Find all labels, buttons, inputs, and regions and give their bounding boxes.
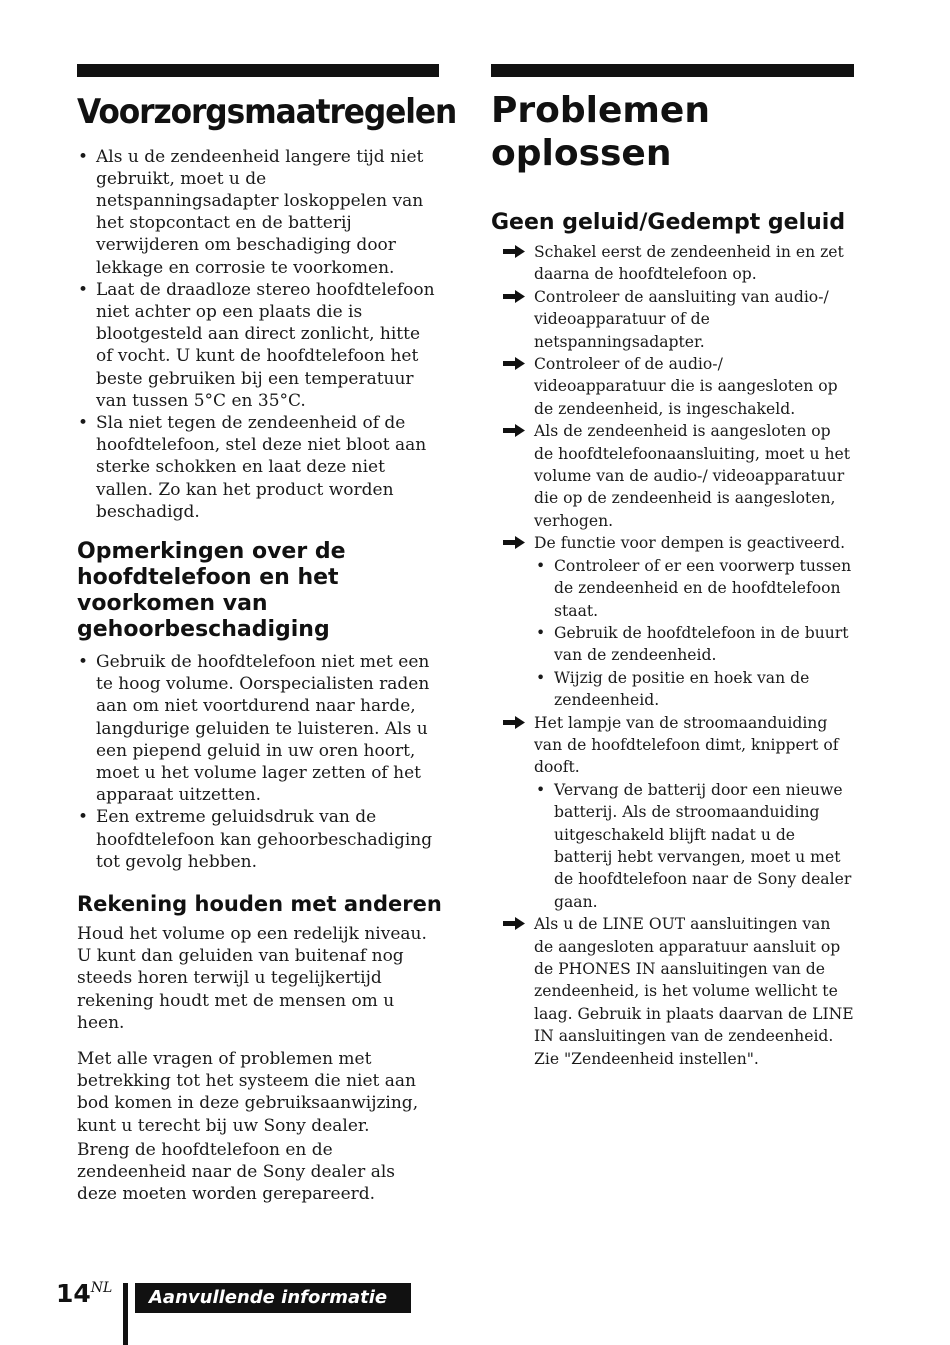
section-tab: Aanvullende informatie: [135, 1283, 411, 1313]
left-column: [77, 64, 457, 1205]
consideration-heading: Rekening houden met anderen: [77, 891, 442, 916]
troubleshooting-item: [491, 420, 854, 532]
troubleshooting-item: [491, 913, 854, 1070]
right-arrow-icon: [503, 536, 525, 549]
troubleshooting-item-text: Controleer of de audio-/ videoapparatuur die is aangesloten op de zendeenheid, is ingeschakeld.: [534, 355, 838, 418]
right-arrow-icon: [503, 716, 525, 729]
list-item: • Als u de zendeenheid langere tijd niet gebruikt, moet u de netspanningsadapter loskoppelen van het stopcontact en de batterij verwijderen om beschadiging door lekkage en corrosie te voorkomen.: [77, 146, 439, 279]
precautions-list: [77, 146, 439, 523]
troubleshooting-item: [491, 532, 854, 711]
list-item: • Wijzig de positie en hoek van de zendeenheid.: [534, 667, 854, 712]
right-arrow-icon: [503, 424, 525, 437]
troubleshooting-item-text: Controleer de aansluiting van audio-/ videoapparatuur of de netspanningsadapter.: [534, 287, 829, 351]
troubleshooting-item: [491, 241, 854, 286]
troubleshooting-item-text: Het lampje van de stroomaanduiding van de hoofdtelefoon dimt, knippert of dooft.: [534, 713, 839, 777]
precautions-title: Voorzorgsmaatregelen: [77, 92, 457, 132]
troubleshooting-item: [491, 353, 854, 420]
list-item: • Gebruik de hoofdtelefoon in de buurt van de zendeenheid.: [534, 622, 854, 667]
right-arrow-icon: [503, 357, 525, 370]
footer-divider: [123, 1283, 128, 1345]
troubleshooting-title: Problemen oplossen: [491, 90, 710, 174]
list-item: • Een extreme geluidsdruk van de hoofdtelefoon kan gehoorbeschadiging tot gevolg hebben.: [77, 806, 439, 873]
hearing-notes-heading: Opmerkingen over de hoofdtelefoon en het voorkomen van gehoorbeschadiging: [77, 538, 346, 642]
list-item: • Controleer of er een voorwerp tussen de zendeenheid en de hoofdtelefoon staat.: [534, 555, 854, 622]
list-item: • Sla niet tegen de zendeenheid of de hoofdtelefoon, stel deze niet bloot aan sterke schokken en laat deze niet vallen. Zo kan het product worden beschadigd.: [77, 412, 439, 523]
list-item: • Gebruik de hoofdtelefoon niet met een te hoog volume. Oorspecialisten raden aan om niet voortdurend naar harde, langdurige geluiden te luisteren. Als u een piepend geluid in uw oren hoort, moet u het volume lager zetten of het apparaat uitzetten.: [77, 651, 439, 806]
troubleshooting-sublist: [534, 779, 854, 913]
page-number: 14$^{NL}$: [56, 1279, 113, 1308]
top-rule: [491, 64, 854, 77]
right-arrow-icon: [503, 245, 525, 258]
dealer-repair-paragraph: Breng de hoofdtelefoon en de zendeenheid naar de Sony dealer als deze moeten worden gerepareerd.: [77, 1139, 395, 1205]
page-language-suffix: NL: [90, 1280, 113, 1296]
list-item: • Vervang de batterij door een nieuwe batterij. Als de stroomaanduiding uitgeschakeld blijft nadat u de batterij hebt vervangen, moet u met de hoofdtelefoon naar de Sony dealer gaan.: [534, 779, 854, 913]
consideration-paragraph: Houd het volume op een redelijk niveau. U kunt dan geluiden van buitenaf nog steeds horen terwijl u tegelijkertijd rekening houdt met de mensen om u heen.: [77, 923, 427, 1033]
top-rule: [77, 64, 439, 77]
troubleshooting-item-text: De functie voor dempen is geactiveerd.: [534, 534, 846, 553]
troubleshooting-list: [491, 241, 854, 1070]
list-item: • Laat de draadloze stereo hoofdtelefoon niet achter op een plaats die is blootgesteld aan direct zonlicht, hitte of vocht. U kunt de hoofdtelefoon het beste gebruiken bij een temperatuur van tussen 5°C en 35°C.: [77, 279, 439, 412]
troubleshooting-item: [491, 286, 854, 353]
troubleshooting-sublist: [534, 555, 854, 712]
hearing-notes-list: [77, 651, 439, 873]
troubleshooting-item-text: Als de zendeenheid is aangesloten op de hoofdtelefoonaansluiting, moet u het volume van de audio-/ videoapparatuur die op de zendeenheid is aangesloten, verhogen.: [534, 422, 851, 530]
dealer-questions-paragraph: Met alle vragen of problemen met betrekking tot het systeem die niet aan bod komen in deze gebruiksaanwijzing, kunt u terecht bij uw Sony dealer.: [77, 1049, 419, 1136]
troubleshooting-item-text: Als u de LINE OUT aansluitingen van de aangesloten apparatuur aansluit op de PHONES IN aansluitingen van de zendeenheid, is het volume wellicht te laag. Gebruik in plaats daarvan de LINE IN aansluitingen van de zendeenheid. Zie "Zendeenheid instellen".: [534, 915, 854, 1068]
right-arrow-icon: [503, 917, 525, 930]
troubleshooting-item-text: Schakel eerst de zendeenheid in en zet daarna de hoofdtelefoon op.: [534, 243, 844, 284]
right-column: [491, 64, 854, 1070]
no-sound-heading: Geen geluid/Gedempt geluid: [491, 210, 846, 235]
right-arrow-icon: [503, 290, 525, 303]
troubleshooting-item: [491, 712, 854, 914]
